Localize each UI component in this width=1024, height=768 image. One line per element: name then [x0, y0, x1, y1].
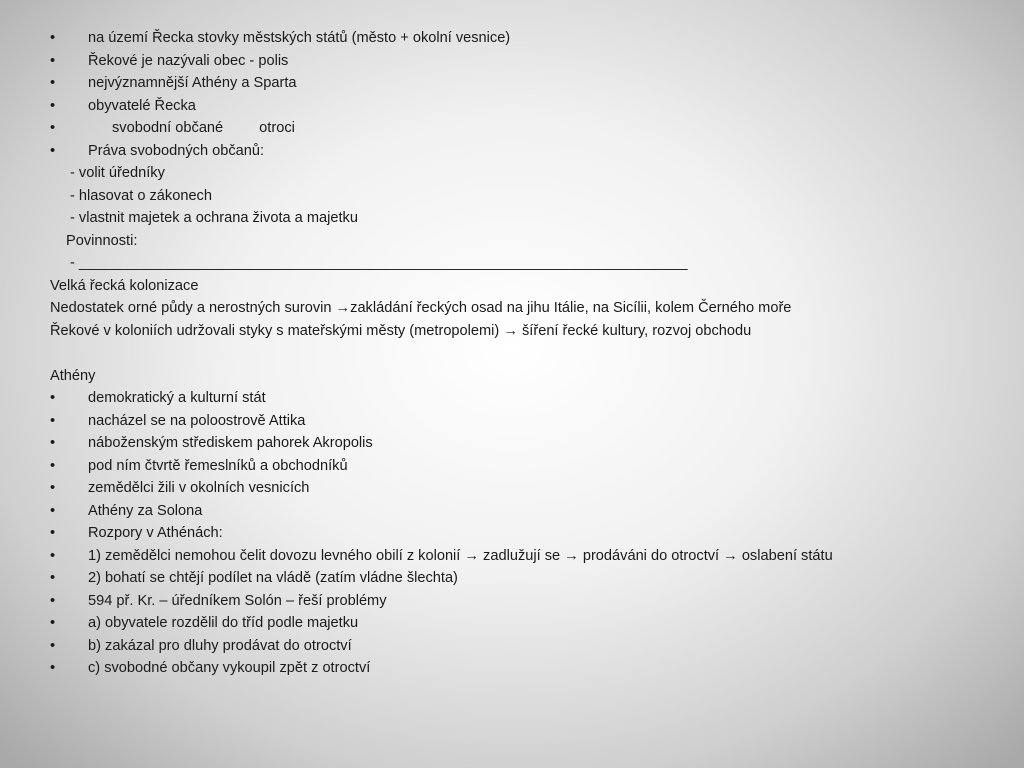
bullet-text-part: otroci — [259, 120, 295, 136]
indented-line — [50, 185, 1010, 208]
section-label — [50, 230, 1010, 253]
bullet-text: Athény za Solona — [88, 502, 203, 519]
bullet-dot-icon: • — [50, 570, 56, 586]
bullet-dot-icon: • — [50, 97, 56, 114]
bullet-item — [50, 612, 1010, 635]
bullet-dot-icon: • — [50, 457, 56, 474]
bullet-text: na území Řecka stovky městských států (město + okolní vesnice) — [88, 30, 511, 46]
bullet-text: nacházel se na poloostrově Attika — [88, 412, 306, 429]
bullet-text: pod ním čtvrtě řemeslníků a obchodníků — [88, 457, 348, 474]
bullet-dot-icon: • — [50, 435, 56, 451]
indented-line — [50, 252, 1010, 275]
bullet-item — [50, 500, 1010, 523]
bullet-text — [88, 117, 295, 140]
bullet-item — [50, 95, 1010, 118]
bullet-text: náboženským střediskem pahorek Akropolis — [88, 435, 373, 451]
bullet-text: 2) bohatí se chtějí podílet na vládě (zatím vládne šlechta) — [88, 570, 458, 586]
line-text: Řekové v koloniích udržovali styky s mateřskými městy (metropolemi) → šíření řecké kultury, rozvoj obchodu — [50, 322, 752, 339]
bullet-item — [50, 590, 1010, 613]
bullet-text: a) obyvatele rozdělil do tříd podle majetku — [88, 615, 359, 631]
bullet-text: b) zakázal pro dluhy prodávat do otroctví — [88, 637, 352, 654]
bullet-item — [50, 410, 1010, 433]
indented-text: - hlasovat o zákonech — [70, 187, 212, 204]
indented-text: - vlastnit majetek a ochrana života a majetku — [70, 210, 358, 226]
bullet-item — [50, 477, 1010, 500]
bullet-text: Řekové je nazývali obec - polis — [88, 52, 289, 69]
bullet-item — [50, 432, 1010, 455]
bullet-text: Rozpory v Athénách: — [88, 525, 223, 541]
bullet-dot-icon: • — [50, 660, 56, 676]
bullet-item — [50, 545, 1010, 568]
bullet-dot-icon: • — [50, 412, 56, 429]
bullet-text: Práva svobodných občanů: — [88, 142, 265, 159]
bullet-item — [50, 117, 1010, 140]
bullet-dot-icon: • — [50, 390, 56, 406]
bullet-text: c) svobodné občany vykoupil zpět z otroctví — [88, 660, 371, 676]
text-line — [50, 297, 1010, 320]
bullet-dot-icon: • — [50, 592, 56, 609]
bullet-item — [50, 657, 1010, 680]
indented-line — [50, 162, 1010, 185]
bullet-item — [50, 567, 1010, 590]
bullet-dot-icon: • — [50, 615, 56, 631]
bullet-dot-icon: • — [50, 502, 56, 519]
bullet-item — [50, 140, 1010, 163]
bullet-item — [50, 387, 1010, 410]
bullet-item — [50, 522, 1010, 545]
bullet-text: obyvatelé Řecka — [88, 97, 196, 114]
bullet-text: demokratický a kulturní stát — [88, 390, 266, 406]
blank-line — [50, 342, 1010, 365]
indented-text: - volit úředníky — [70, 165, 165, 181]
text-line — [50, 320, 1010, 343]
bullet-text: 1) zemědělci nemohou čelit dovozu levného obilí z kolonií → zadlužují se → prodáváni do otroctví → oslabení státu — [88, 547, 833, 564]
indented-line — [50, 207, 1010, 230]
line-text: Nedostatek orné půdy a nerostných surovin →zakládání řeckých osad na jihu Itálie, na Sicílii, kolem Černého moře — [50, 300, 792, 316]
text-line — [50, 365, 1010, 388]
bullet-item — [50, 72, 1010, 95]
bullet-text: 594 př. Kr. – úředníkem Solón – řeší problémy — [88, 592, 387, 609]
bullet-dot-icon: • — [50, 75, 56, 91]
slide-text-body — [50, 27, 1010, 680]
bullet-dot-icon: • — [50, 30, 56, 46]
line-text: Velká řecká kolonizace — [50, 277, 199, 294]
bullet-item — [50, 27, 1010, 50]
bullet-item — [50, 635, 1010, 658]
bullet-item — [50, 50, 1010, 73]
bullet-text-part: svobodní občané — [112, 120, 224, 136]
bullet-dot-icon: • — [50, 480, 56, 496]
bullet-item — [50, 455, 1010, 478]
bullet-text: zemědělci žili v okolních vesnicích — [88, 480, 310, 496]
bullet-text: nejvýznamnější Athény a Sparta — [88, 75, 297, 91]
text-line — [50, 275, 1010, 298]
bullet-dot-icon: • — [50, 120, 56, 136]
bullet-dot-icon: • — [50, 142, 56, 159]
line-text: Athény — [50, 367, 96, 384]
bullet-dot-icon: • — [50, 525, 56, 541]
indented-text: - ___________________________________________________________________________ — [70, 255, 688, 271]
bullet-dot-icon: • — [50, 637, 56, 654]
bullet-dot-icon: • — [50, 52, 56, 69]
bullet-dot-icon: • — [50, 547, 56, 564]
section-label-text: Povinnosti: — [66, 232, 138, 249]
